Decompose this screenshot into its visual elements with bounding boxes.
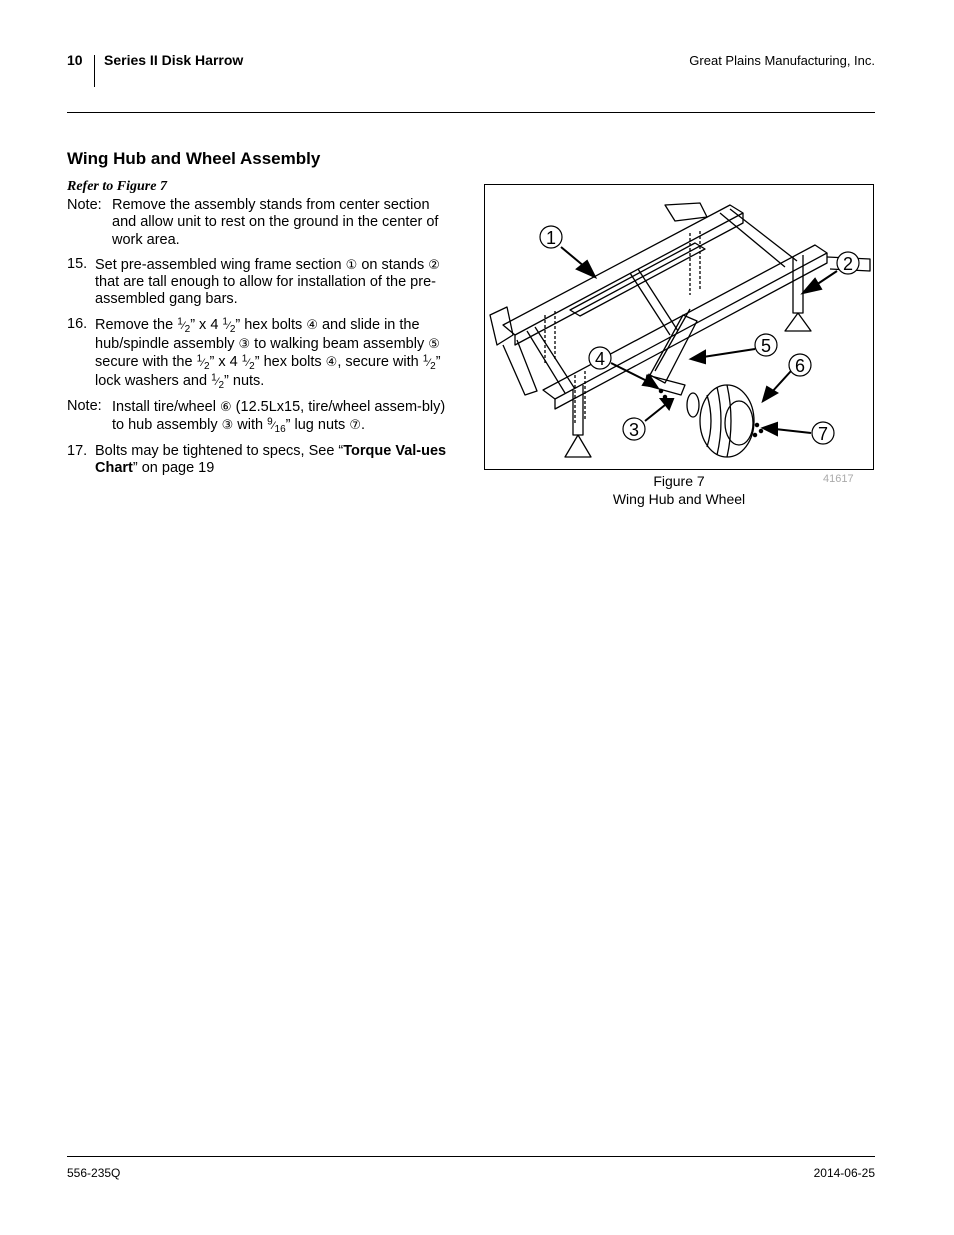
note-label: Note:	[67, 397, 102, 414]
wheel-rim	[725, 401, 753, 445]
callout-arrow-3	[645, 405, 665, 421]
note-remove-stands	[67, 197, 457, 249]
callout-label-3: 3	[628, 420, 640, 440]
fraction: $^1⁄_2$	[241, 353, 255, 373]
lug-nut	[755, 423, 758, 426]
callout-ref: ①	[345, 256, 358, 272]
cross-reference: Torque Val-ues Chart	[95, 442, 447, 476]
revision-date: 2014-06-25	[813, 1166, 875, 1180]
stand-base	[785, 313, 811, 331]
callout-ref: ⑥	[220, 398, 232, 414]
callout-label-4: 4	[594, 349, 606, 369]
fraction: $^1⁄_2$	[422, 353, 436, 373]
section-title: Wing Hub and Wheel Assembly	[67, 149, 321, 168]
callout-ref: ④	[306, 316, 318, 332]
figure-7-illustration	[484, 184, 874, 470]
callout-arrow-5	[703, 349, 755, 357]
step-15	[67, 256, 457, 309]
callout-ref: ③	[221, 417, 234, 433]
note-text: Remove the assembly stands from center section and allow unit to rest on the ground in the center of work area.	[112, 197, 439, 248]
hub	[687, 393, 699, 417]
callout-ref: ③	[238, 336, 251, 352]
callout-ref: ②	[428, 256, 440, 272]
header-divider	[94, 55, 95, 87]
figure-number: Figure 7	[653, 473, 705, 489]
callout-ref: ④	[325, 354, 338, 370]
frame-rail	[503, 205, 743, 335]
company-name: Great Plains Manufacturing, Inc.	[689, 53, 875, 68]
callout-ref: ⑦	[349, 417, 361, 433]
callout-label-2: 2	[842, 254, 854, 274]
step-17	[67, 443, 457, 478]
page-number: 10	[67, 52, 83, 68]
fraction: $^1⁄_2$	[211, 372, 225, 391]
step-16	[67, 316, 457, 391]
wing-brace	[503, 340, 537, 395]
fraction: $^1⁄_2$	[196, 353, 210, 373]
cross-member	[720, 209, 797, 267]
callout-arrow-7	[775, 429, 811, 433]
arrow-head	[691, 351, 705, 363]
callout-arrow-4	[611, 363, 647, 381]
arrow-head	[763, 423, 777, 435]
bolt	[659, 389, 662, 392]
figure-caption	[484, 472, 874, 508]
wing-frame-drawing	[485, 185, 874, 470]
note-install-tire	[67, 398, 457, 436]
fraction: $^1⁄_2$	[177, 316, 191, 335]
stand	[793, 255, 803, 313]
footer-rule	[67, 1156, 875, 1157]
figure-reference: Refer to Figure 7	[67, 179, 167, 194]
step-number: 16.	[67, 315, 88, 332]
tire-tread	[707, 385, 731, 457]
document-number: 556-235Q	[67, 1166, 121, 1180]
step-text: Set pre-assembled wing frame section ① on stands ② that are tall enough to allow for installation of the pre-assembled gang bars.	[95, 256, 440, 308]
callout-label-7: 7	[817, 424, 829, 444]
figure-title: Wing Hub and Wheel	[612, 491, 746, 507]
instructions	[67, 197, 457, 484]
header-rule	[67, 112, 875, 113]
callout-label-5: 5	[760, 336, 772, 356]
callout-arrow-6	[771, 371, 791, 393]
hinge-mount	[665, 203, 707, 221]
figure-id: 41617	[823, 473, 854, 485]
lug-nut	[753, 433, 756, 436]
lug-nut	[759, 429, 762, 432]
step-text: Remove the $^1⁄_2$” x 4 $^1⁄_2$” hex bolts ④ and slide in the hub/spindle assembly ③ to walking beam assembly ⑤ secure with the $^1⁄_2$” x 4 $^1⁄_2$” hex bolts ④, secure with $^1⁄_2$” lock washers and $^1⁄_2$” nuts.	[95, 316, 441, 391]
step-text: Bolts may be tightened to specs, See “Torque Val-ues Chart” on page 19	[95, 442, 447, 476]
step-number: 15.	[67, 255, 88, 272]
stand-base	[565, 435, 591, 457]
arrow-head	[803, 279, 821, 293]
wing-end	[490, 307, 513, 345]
callout-label-1: 1	[545, 228, 557, 248]
document-title: Series II Disk Harrow	[104, 52, 244, 68]
note-label: Note:	[67, 197, 102, 213]
fraction: $^9⁄_{16}$	[267, 416, 286, 436]
callout-ref: ⑤	[428, 336, 440, 352]
callout-label-6: 6	[794, 356, 806, 376]
step-number: 17.	[67, 442, 88, 459]
callout-arrow-1	[561, 247, 585, 267]
fraction: $^1⁄_2$	[222, 316, 236, 335]
tire	[700, 385, 754, 457]
post	[545, 311, 555, 365]
note-text: Install tire/wheel ⑥ (12.5Lx15, tire/wheel assem-bly) to hub assembly ③ with $^9⁄_{16}$” lug nuts ⑦.	[112, 398, 446, 436]
